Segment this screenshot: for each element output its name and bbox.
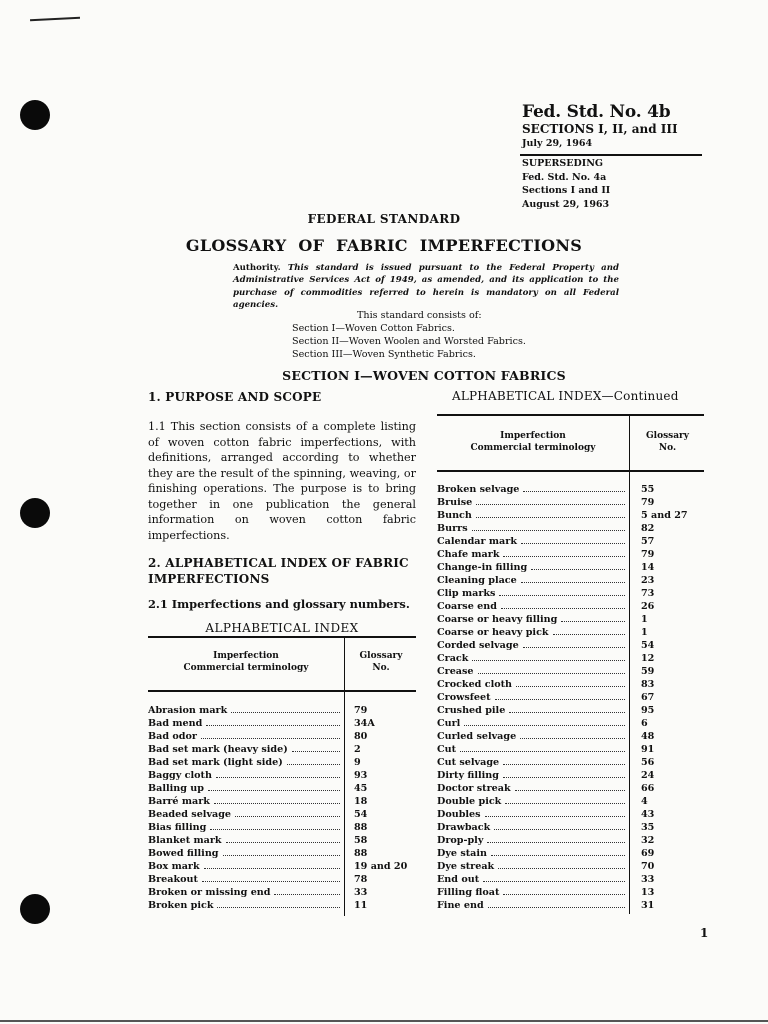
row-term	[148, 808, 344, 821]
glossary-number: 55	[641, 484, 655, 495]
scan-mark	[30, 17, 80, 21]
dot-leader	[210, 829, 340, 830]
table-row	[148, 756, 416, 769]
punch-hole-bottom	[20, 894, 50, 924]
row-term	[148, 795, 344, 808]
table-row	[437, 483, 704, 496]
glossary-number: 59	[641, 666, 655, 677]
dot-leader	[494, 829, 625, 830]
glossary-number: 93	[354, 770, 368, 781]
glossary-number: 12	[641, 653, 655, 664]
row-term	[148, 886, 344, 899]
scan-mark	[0, 1020, 768, 1022]
glossary-number: 19 and 20	[354, 861, 408, 872]
column-header-term: Imperfection Commercial terminology	[470, 431, 596, 453]
table-row	[437, 743, 704, 756]
dot-leader	[553, 634, 625, 635]
dot-leader	[516, 686, 625, 687]
glossary-number: 54	[354, 809, 368, 820]
term-text: Curled selvage	[437, 731, 517, 742]
dot-leader	[478, 673, 625, 674]
dot-leader	[476, 517, 625, 518]
table-row	[437, 769, 704, 782]
term-text: Bad set mark (heavy side)	[148, 744, 288, 755]
dot-leader	[499, 595, 625, 596]
term-text: Cut	[437, 744, 457, 755]
table-row	[148, 717, 416, 730]
dot-leader	[206, 725, 340, 726]
row-term	[437, 691, 629, 704]
row-term	[437, 808, 629, 821]
term-text: Broken or missing end	[148, 887, 271, 898]
glossary-number: 79	[641, 549, 655, 560]
table-row	[437, 600, 704, 613]
table-row	[148, 834, 416, 847]
table-row	[437, 652, 704, 665]
row-term	[437, 756, 629, 769]
term-text: Barré mark	[148, 796, 210, 807]
index-table-right	[437, 414, 704, 914]
term-text: Doubles	[437, 809, 481, 820]
row-term	[437, 678, 629, 691]
term-text: Calendar mark	[437, 536, 517, 547]
term-text: Cut selvage	[437, 757, 500, 768]
dot-leader	[201, 738, 340, 739]
row-term	[148, 769, 344, 782]
term-text: Coarse or heavy filling	[437, 614, 558, 625]
subsection-heading: 2.1 Imperfections and glossary numbers.	[148, 597, 410, 611]
term-text: Curl	[437, 718, 461, 729]
row-term	[437, 665, 629, 678]
row-term	[437, 587, 629, 600]
glossary-number: 34A	[354, 718, 375, 729]
table-row	[437, 626, 704, 639]
glossary-number: 56	[641, 757, 655, 768]
row-term	[437, 522, 629, 535]
dot-leader	[503, 894, 625, 895]
term-text: Burrs	[437, 523, 468, 534]
dot-leader	[223, 855, 340, 856]
row-term	[437, 847, 629, 860]
table-row	[148, 782, 416, 795]
dot-leader	[214, 803, 340, 804]
row-term	[437, 574, 629, 587]
table-row	[437, 834, 704, 847]
row-term	[148, 717, 344, 730]
table-row	[148, 743, 416, 756]
row-term	[148, 704, 344, 717]
contents-intro: This standard consists of:	[357, 310, 482, 321]
term-text: Abrasion mark	[148, 705, 228, 716]
table-row	[437, 730, 704, 743]
column-header-term: Imperfection Commercial terminology	[183, 651, 309, 673]
glossary-number: 1	[641, 614, 648, 625]
dot-leader	[491, 855, 625, 856]
dot-leader	[487, 842, 625, 843]
glossary-number: 13	[641, 887, 655, 898]
superseding-block	[522, 157, 704, 211]
dot-leader	[523, 491, 625, 492]
term-text: Double pick	[437, 796, 502, 807]
table-row	[437, 522, 704, 535]
term-text: Crease	[437, 666, 474, 677]
term-text: Coarse end	[437, 601, 497, 612]
table-row	[437, 821, 704, 834]
row-term	[148, 860, 344, 873]
standard-number: Fed. Std. No. 4b	[522, 102, 671, 122]
table-header-rule	[148, 690, 416, 692]
row-term	[437, 821, 629, 834]
term-text: Fine end	[437, 900, 484, 911]
glossary-number: 23	[641, 575, 655, 586]
row-term	[437, 795, 629, 808]
glossary-number: 9	[354, 757, 361, 768]
table-row	[437, 639, 704, 652]
dot-leader	[523, 647, 625, 648]
glossary-number: 6	[641, 718, 648, 729]
glossary-number: 67	[641, 692, 655, 703]
table-row	[437, 899, 704, 912]
row-term	[437, 704, 629, 717]
punch-hole-middle	[20, 498, 50, 528]
index-continued-title: ALPHABETICAL INDEX—Continued	[452, 389, 679, 403]
row-term	[148, 743, 344, 756]
term-text: Dye streak	[437, 861, 495, 872]
glossary-number: 70	[641, 861, 655, 872]
superseded-date: August 29, 1963	[522, 198, 610, 210]
glossary-number: 11	[354, 900, 368, 911]
document-id-block	[522, 103, 704, 211]
dot-leader	[208, 790, 340, 791]
table-row	[148, 847, 416, 860]
document-title: GLOSSARY OF FABRIC IMPERFECTIONS	[185, 236, 583, 255]
row-term	[148, 730, 344, 743]
term-text: Dye stain	[437, 848, 488, 859]
dot-leader	[472, 530, 625, 531]
table-row	[148, 808, 416, 821]
term-text: Change-in filling	[437, 562, 528, 573]
superseding-label: SUPERSEDING	[522, 158, 604, 169]
dot-leader	[521, 582, 625, 583]
glossary-number: 43	[641, 809, 655, 820]
row-term	[148, 873, 344, 886]
row-term	[148, 834, 344, 847]
table-row	[437, 795, 704, 808]
table-row	[148, 704, 416, 717]
dot-leader	[503, 777, 625, 778]
row-term	[437, 600, 629, 613]
glossary-number: 26	[641, 601, 655, 612]
term-text: Filling float	[437, 887, 500, 898]
dot-leader	[231, 712, 340, 713]
row-term	[437, 483, 629, 496]
term-text: Dirty filling	[437, 770, 499, 781]
dot-leader	[217, 907, 340, 908]
term-text: Broken selvage	[437, 484, 520, 495]
term-text: Chafe mark	[437, 549, 500, 560]
table-row	[437, 886, 704, 899]
row-term	[148, 756, 344, 769]
glossary-number: 69	[641, 848, 655, 859]
row-term	[437, 860, 629, 873]
table-row	[148, 821, 416, 834]
term-text: Broken pick	[148, 900, 214, 911]
row-term	[437, 834, 629, 847]
dot-leader	[483, 881, 625, 882]
table-row	[437, 756, 704, 769]
glossary-number: 4	[641, 796, 648, 807]
dot-leader	[521, 543, 625, 544]
index-table-title: ALPHABETICAL INDEX	[205, 621, 359, 635]
column-header-number: Glossary No.	[359, 651, 403, 673]
term-text: Crowsfeet	[437, 692, 491, 703]
issue-date: July 29, 1964	[522, 138, 593, 149]
glossary-number: 83	[641, 679, 655, 690]
term-text: Beaded selvage	[148, 809, 232, 820]
row-term	[437, 886, 629, 899]
term-text: Crushed pile	[437, 705, 506, 716]
table-row	[437, 704, 704, 717]
glossary-number: 48	[641, 731, 655, 742]
table-row	[437, 691, 704, 704]
authority-text: This standard is issued pursuant to the Federal Property and Administrative Services Act of 1949, as amended, and its application to the purchase of commodities referred to herein is mandatory on all Federal agencies.	[233, 263, 619, 311]
row-term	[437, 899, 629, 912]
table-rows	[437, 483, 704, 912]
dot-leader	[495, 699, 625, 700]
table-row	[148, 873, 416, 886]
sections-line: SECTIONS I, II, and III	[522, 122, 678, 136]
row-term	[437, 496, 629, 509]
term-text: End out	[437, 874, 480, 885]
term-text: Clip marks	[437, 588, 496, 599]
glossary-number: 73	[641, 588, 655, 599]
authority-label: Authority.	[233, 263, 281, 273]
authority-statement	[233, 262, 619, 312]
superseded-standard: Fed. Std. No. 4a	[522, 171, 607, 183]
dot-leader	[235, 816, 340, 817]
table-row	[148, 899, 416, 912]
dot-leader	[501, 608, 625, 609]
row-term	[148, 782, 344, 795]
row-term	[437, 717, 629, 730]
row-term	[437, 730, 629, 743]
glossary-number: 88	[354, 822, 368, 833]
table-row	[437, 860, 704, 873]
term-text: Cleaning place	[437, 575, 517, 586]
dot-leader	[515, 790, 625, 791]
table-row	[148, 769, 416, 782]
index-heading: 2. ALPHABETICAL INDEX OF FABRIC IMPERFECTIONS	[148, 556, 409, 586]
row-term	[148, 899, 344, 912]
row-term	[148, 821, 344, 834]
row-term	[148, 847, 344, 860]
glossary-number: 91	[641, 744, 655, 755]
page-number: 1	[700, 926, 709, 940]
standard-contents	[292, 309, 622, 361]
glossary-number: 79	[354, 705, 368, 716]
glossary-number: 14	[641, 562, 655, 573]
term-text: Blanket mark	[148, 835, 222, 846]
term-text: Box mark	[148, 861, 200, 872]
punch-hole-top	[20, 100, 50, 130]
dot-leader	[226, 842, 340, 843]
dot-leader	[503, 764, 625, 765]
term-text: Balling up	[148, 783, 204, 794]
term-text: Drawback	[437, 822, 491, 833]
term-text: Bunch	[437, 510, 472, 521]
dot-leader	[520, 738, 625, 739]
glossary-number: 5 and 27	[641, 510, 688, 521]
table-row	[437, 496, 704, 509]
purpose-heading: 1. PURPOSE AND SCOPE	[148, 390, 322, 404]
contents-section-2: Section II—Woven Woolen and Worsted Fabrics.	[292, 336, 526, 347]
glossary-number: 57	[641, 536, 655, 547]
glossary-number: 95	[641, 705, 655, 716]
row-term	[437, 639, 629, 652]
glossary-number: 79	[641, 497, 655, 508]
table-row	[437, 808, 704, 821]
term-text: Bowed filling	[148, 848, 219, 859]
dot-leader	[488, 907, 625, 908]
term-text: Corded selvage	[437, 640, 519, 651]
dot-leader	[509, 712, 625, 713]
dot-leader	[202, 881, 340, 882]
table-row	[437, 678, 704, 691]
term-text: Doctor streak	[437, 783, 511, 794]
dot-leader	[531, 569, 625, 570]
header-rule	[520, 154, 702, 156]
row-term	[437, 613, 629, 626]
index-table-left	[148, 636, 416, 916]
row-term	[437, 626, 629, 639]
row-term	[437, 873, 629, 886]
table-row	[148, 730, 416, 743]
glossary-number: 2	[354, 744, 361, 755]
term-text: Bruise	[437, 497, 473, 508]
table-rows	[148, 704, 416, 912]
glossary-number: 80	[354, 731, 368, 742]
federal-standard-label: FEDERAL STANDARD	[307, 212, 461, 226]
table-row	[148, 886, 416, 899]
dot-leader	[498, 868, 625, 869]
table-row	[437, 782, 704, 795]
glossary-number: 35	[641, 822, 655, 833]
section-heading: SECTION I—WOVEN COTTON FABRICS	[282, 368, 566, 383]
term-text: Bad set mark (light side)	[148, 757, 283, 768]
term-text: Bad mend	[148, 718, 203, 729]
term-text: Baggy cloth	[148, 770, 212, 781]
row-term	[437, 535, 629, 548]
term-text: Bias filling	[148, 822, 207, 833]
dot-leader	[287, 764, 340, 765]
glossary-number: 33	[641, 874, 655, 885]
dot-leader	[274, 894, 340, 895]
glossary-number: 24	[641, 770, 655, 781]
row-term	[437, 548, 629, 561]
glossary-number: 1	[641, 627, 648, 638]
superseded-sections: Sections I and II	[522, 185, 611, 196]
glossary-number: 18	[354, 796, 368, 807]
term-text: Breakout	[148, 874, 198, 885]
glossary-number: 88	[354, 848, 368, 859]
dot-leader	[476, 504, 625, 505]
table-row	[437, 587, 704, 600]
dot-leader	[460, 751, 625, 752]
purpose-paragraph: 1.1 This section consists of a complete listing of woven cotton fabric imperfections, with definitions, arranged according to whether they are the result of the spinning, weaving, or finishing operations. The purpose is to bring together in one publication the general information on woven cotton fabric imperfections.	[148, 420, 416, 542]
row-term	[437, 743, 629, 756]
row-term	[437, 561, 629, 574]
table-row	[437, 561, 704, 574]
contents-section-1: Section I—Woven Cotton Fabrics.	[292, 323, 455, 334]
term-text: Coarse or heavy pick	[437, 627, 549, 638]
glossary-number: 31	[641, 900, 655, 911]
dot-leader	[472, 660, 625, 661]
dot-leader	[503, 556, 625, 557]
contents-section-3: Section III—Woven Synthetic Fabrics.	[292, 349, 476, 360]
table-row	[148, 795, 416, 808]
table-row	[437, 665, 704, 678]
dot-leader	[561, 621, 625, 622]
column-header-number: Glossary No.	[645, 431, 690, 453]
term-text: Crocked cloth	[437, 679, 513, 690]
glossary-number: 58	[354, 835, 368, 846]
dot-leader	[505, 803, 625, 804]
glossary-number: 66	[641, 783, 655, 794]
glossary-number: 82	[641, 523, 655, 534]
row-term	[437, 652, 629, 665]
row-term	[437, 769, 629, 782]
dot-leader	[216, 777, 340, 778]
table-header-rule	[437, 470, 704, 472]
table-row	[437, 535, 704, 548]
table-row	[437, 574, 704, 587]
term-text: Drop-ply	[437, 835, 484, 846]
table-row	[437, 717, 704, 730]
table-row	[437, 873, 704, 886]
glossary-number: 54	[641, 640, 655, 651]
table-top-rule	[148, 636, 416, 638]
left-column	[148, 390, 416, 635]
table-row	[437, 613, 704, 626]
table-row	[437, 847, 704, 860]
term-text: Crack	[437, 653, 469, 664]
table-row	[148, 860, 416, 873]
table-top-rule	[437, 414, 704, 416]
row-term	[437, 782, 629, 795]
dot-leader	[204, 868, 340, 869]
term-text: Bad odor	[148, 731, 197, 742]
glossary-number: 78	[354, 874, 368, 885]
dot-leader	[292, 751, 340, 752]
glossary-number: 33	[354, 887, 368, 898]
table-row	[437, 509, 704, 522]
glossary-number: 32	[641, 835, 655, 846]
glossary-number: 45	[354, 783, 368, 794]
dot-leader	[485, 816, 625, 817]
dot-leader	[464, 725, 625, 726]
table-row	[437, 548, 704, 561]
row-term	[437, 509, 629, 522]
